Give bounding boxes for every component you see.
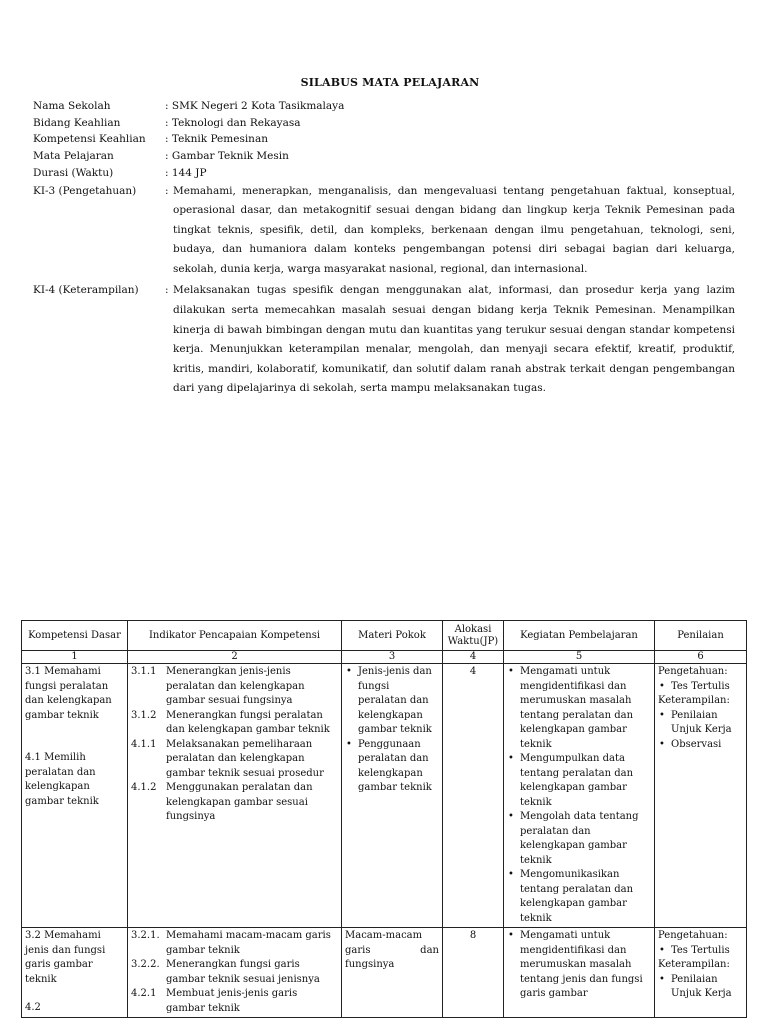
materi-item: • Penggunaan peralatan dan kelengkapan gambar teknik — [358, 738, 439, 796]
column-number: 2 — [128, 651, 342, 664]
info-label: Nama Sekolah — [33, 100, 111, 112]
indikator-text: Melaksanakan pemeliharaan peralatan dan kelengkapan gambar teknik sesuai prosedur — [166, 738, 324, 779]
alokasi-cell: 4 — [443, 664, 504, 928]
indikator-text: Menerangkan fungsi garis gambar teknik sesuai jenisnya — [166, 959, 320, 985]
kd-text: 4.1 Memilih peralatan dan kelengkapan gambar teknik — [25, 752, 99, 807]
info-row — [33, 98, 735, 115]
ki4-label: KI-4 (Keterampilan) — [33, 284, 139, 297]
ki3-text: Memahami, menerapkan, menganalisis, dan mengevaluasi tentang pengetahuan faktual, konseptual, operasional dasar, dan metakognitif sesuai dengan bidang dan lingkup kerja Teknik Pemesinan pada tingkat teknis, spesifik, detil, dan kompleks, berkenaan dengan ilmu pengetahuan, teknologi, seni, budaya, dan humaniora dalam konteks pengembangan potensi diri sebagai bagian dari keluarga, sekolah, dunia kerja, warga masyarakat nasional, regional, dan internasional. — [173, 184, 735, 275]
column-number: 5 — [504, 651, 655, 664]
header-penilaian: Penilaian — [655, 621, 747, 651]
kegiatan-item: • Mengamati untuk mengidentifikasi dan merumuskan masalah tentang jenis dan fungsi garis gambar — [520, 929, 651, 1002]
alokasi-cell: 8 — [443, 928, 504, 1018]
indikator-number: 4.2.1 — [131, 988, 157, 999]
indikator-number: 3.1.2 — [131, 709, 157, 721]
indikator-number: 4.1.1 — [131, 738, 157, 750]
ki3-block — [33, 182, 735, 280]
penilaian-cell — [655, 664, 747, 928]
indikator-text: Menggunakan peralatan dan kelengkapan gambar sesuai fungsinya — [166, 782, 313, 822]
kd-text: 4.2 — [25, 1002, 41, 1013]
penilaian-keterampilan-label: Keterampilan: — [658, 959, 730, 970]
header-kegiatan: Kegiatan Pembelajaran — [504, 621, 655, 651]
kegiatan-item: • Mengomunikasikan tentang peralatan dan kelengkapan gambar teknik — [520, 868, 651, 926]
indikator-cell — [128, 664, 342, 928]
info-value: : Teknik Pemesinan — [165, 133, 268, 146]
kegiatan-cell — [504, 928, 655, 1018]
indikator-number: 3.2.2. — [131, 959, 160, 970]
column-number-row — [22, 651, 747, 664]
kd-cell — [22, 928, 128, 1018]
kegiatan-cell — [504, 664, 655, 928]
header-alokasi: Alokasi Waktu(JP) — [443, 621, 504, 651]
penilaian-item: • Observasi — [671, 738, 743, 753]
materi-item: • Jenis-jenis dan fungsi peralatan dan kelengkapan gambar teknik — [358, 665, 439, 738]
info-value: : Teknologi dan Rekayasa — [165, 116, 301, 129]
column-number: 1 — [22, 651, 128, 664]
penilaian-item: • Penilaian Unjuk Kerja — [671, 973, 743, 1002]
kd-cell — [22, 664, 128, 928]
ki4-block — [33, 281, 735, 399]
indikator-text: Menerangkan fungsi peralatan dan kelengkapan gambar teknik — [166, 709, 330, 735]
indikator-number: 3.2.1. — [131, 930, 160, 941]
header-materi: Materi Pokok — [342, 621, 443, 651]
info-label: Mata Pelajaran — [33, 150, 114, 163]
indikator-item — [131, 958, 338, 987]
table-header-row — [22, 621, 747, 651]
materi-cell — [342, 664, 443, 928]
penilaian-cell — [655, 928, 747, 1018]
info-row — [33, 115, 735, 132]
kd-text: 3.2 Memahami jenis dan fungsi garis gambar teknik — [25, 930, 106, 985]
ki3-colon: : — [165, 184, 169, 197]
indikator-item — [131, 738, 338, 782]
syllabus-table — [21, 620, 747, 1018]
indikator-item — [131, 929, 338, 958]
ki4-colon: : — [165, 284, 169, 297]
syllabus-info — [33, 98, 735, 399]
indikator-item — [131, 665, 338, 709]
info-row — [33, 148, 735, 165]
penilaian-keterampilan-label: Keterampilan: — [658, 695, 730, 706]
indikator-item — [131, 709, 338, 738]
info-value: : Gambar Teknik Mesin — [165, 150, 289, 163]
column-number: 4 — [443, 651, 504, 664]
ki3-label: KI-3 (Pengetahuan) — [33, 184, 137, 197]
kegiatan-item: • Mengolah data tentang peralatan dan kelengkapan gambar teknik — [520, 810, 651, 868]
header-kompetensi-dasar: Kompetensi Dasar — [22, 621, 128, 651]
penilaian-item: • Tes Tertulis — [671, 680, 743, 695]
info-label: Kompetensi Keahlian — [33, 133, 146, 146]
ki4-text: Melaksanakan tugas spesifik dengan menggunakan alat, informasi, dan prosedur kerja yang lazim dilakukan serta memecahkan masalah sesuai dengan bidang kerja Teknik Pemesinan. Menampilkan kinerja di bawah bimbingan dengan mutu dan kuantitas yang terukur sesuai dengan standar kompetensi kerja. Menunjukkan keterampilan menalar, mengolah, dan menyaji secara efektif, kreatif, produktif, kritis, mandiri, kolaboratif, komunikatif, dan solutif dalam ranah abstrak terkait dengan pengembangan dari yang dipelajarinya di sekolah, serta mampu melaksanakan tugas. — [173, 284, 735, 395]
indikator-number: 3.1.1 — [131, 666, 157, 677]
indikator-text: Membuat jenis-jenis garis gambar teknik — [166, 988, 298, 1014]
table-row — [22, 664, 747, 928]
info-label: Bidang Keahlian — [33, 116, 121, 129]
indikator-cell — [128, 928, 342, 1018]
kegiatan-item: • Mengamati untuk mengidentifikasi dan merumuskan masalah tentang peralatan dan kelengkapan gambar teknik — [520, 665, 651, 752]
indikator-item — [131, 987, 338, 1016]
table-row — [22, 928, 747, 1018]
penilaian-pengetahuan-label: Pengetahuan: — [658, 666, 728, 677]
kegiatan-item: • Mengumpulkan data tentang peralatan dan kelengkapan gambar teknik — [520, 752, 651, 810]
materi-cell: Macam-macam garis dan fungsinya — [342, 928, 443, 1018]
column-number: 3 — [342, 651, 443, 664]
indikator-item — [131, 781, 338, 825]
info-value: : 144 JP — [165, 166, 207, 179]
info-label: Durasi (Waktu) — [33, 166, 114, 179]
info-value: : SMK Negeri 2 Kota Tasikmalaya — [165, 100, 345, 112]
indikator-text: Memahami macam-macam garis gambar teknik — [166, 930, 331, 956]
penilaian-item: • Penilaian Unjuk Kerja — [671, 709, 743, 738]
info-row — [33, 131, 735, 148]
penilaian-item: • Tes Tertulis — [671, 944, 743, 959]
column-number: 6 — [655, 651, 747, 664]
penilaian-pengetahuan-label: Pengetahuan: — [658, 930, 728, 941]
header-indikator: Indikator Pencapaian Kompetensi — [128, 621, 342, 651]
page-title: SILABUS MATA PELAJARAN — [300, 76, 480, 89]
indikator-number: 4.1.2 — [131, 782, 157, 793]
kd-text: 3.1 Memahami fungsi peralatan dan kelengkapan gambar teknik — [25, 666, 112, 721]
info-row — [33, 165, 735, 182]
indikator-text: Menerangkan jenis-jenis peralatan dan kelengkapan gambar sesuai fungsinya — [166, 666, 305, 706]
